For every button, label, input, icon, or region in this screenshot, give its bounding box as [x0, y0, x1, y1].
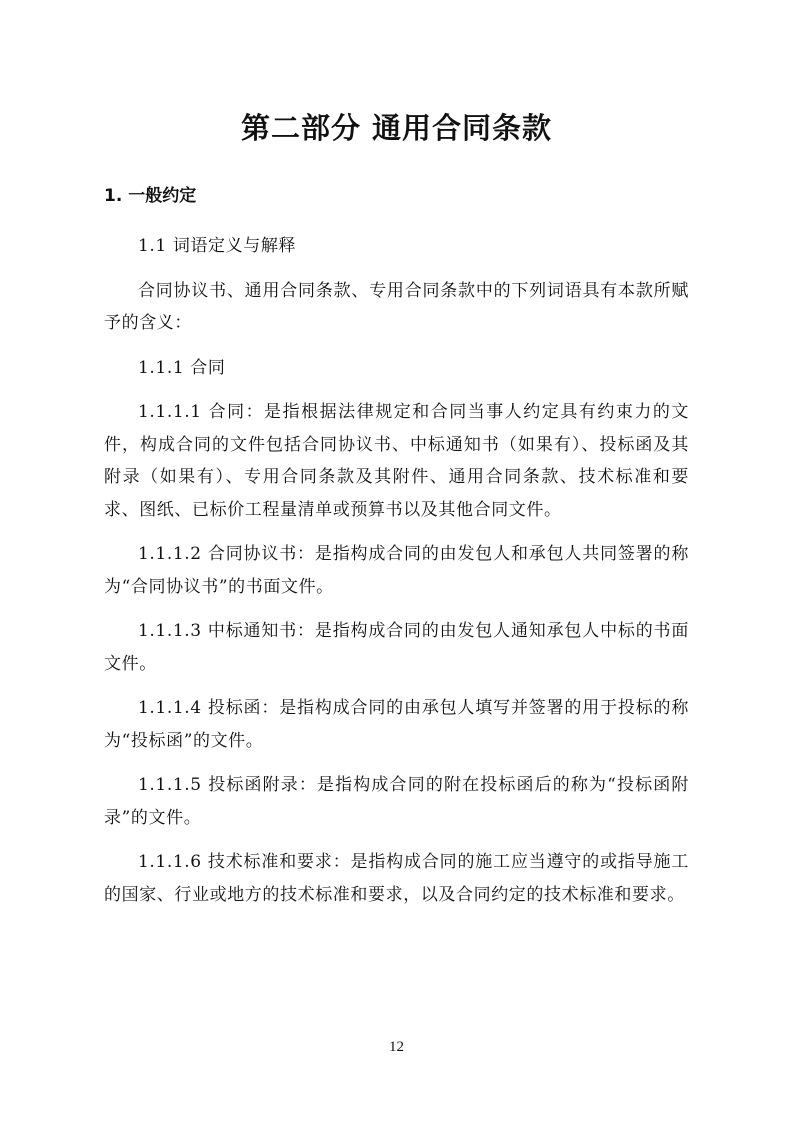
clause-1-1-1-6: 1.1.1.6 技术标准和要求：是指构成合同的施工应当遵守的或指导施工的国家、行业或地方的技术标准和要求，以及合同约定的技术标准和要求。 — [104, 852, 689, 905]
clause-1-1-1-2: 1.1.1.2 合同协议书：是指构成合同的由发包人和承包人共同签署的称为“合同协议书”的书面文件。 — [104, 544, 689, 597]
intro-paragraph: 合同协议书、通用合同条款、专用合同条款中的下列词语具有本款所赋予的含义： — [104, 280, 689, 333]
clause-1-1-heading: 1.1 词语定义与解释 — [138, 236, 297, 256]
page-title: 第二部分 通用合同条款 — [240, 111, 553, 145]
clause-1-1-1-4: 1.1.1.4 投标函：是指构成合同的由承包人填写并签署的用于投标的称为“投标函”的文件。 — [104, 698, 689, 751]
clause-1-1-1-5: 1.1.1.5 投标函附录：是指构成合同的附在投标函后的称为“投标函附录”的文件。 — [104, 775, 689, 828]
section-heading: 1. 一般约定 — [104, 186, 197, 206]
page-number: 12 — [389, 1039, 404, 1055]
document-body — [104, 230, 689, 923]
clause-1-1-1-1: 1.1.1.1 合同：是指根据法律规定和合同当事人约定具有约束力的文件，构成合同的文件包括合同协议书、中标通知书（如果有）、投标函及其附录（如果有）、专用合同条款及其附件、通用合同条款、技术标准和要求、图纸、已标价工程量清单或预算书以及其他合同文件。 — [104, 402, 689, 520]
clause-1-1-1-3: 1.1.1.3 中标通知书：是指构成合同的由发包人通知承包人中标的书面文件。 — [104, 621, 689, 674]
clause-1-1-1-heading: 1.1.1 合同 — [138, 357, 226, 378]
